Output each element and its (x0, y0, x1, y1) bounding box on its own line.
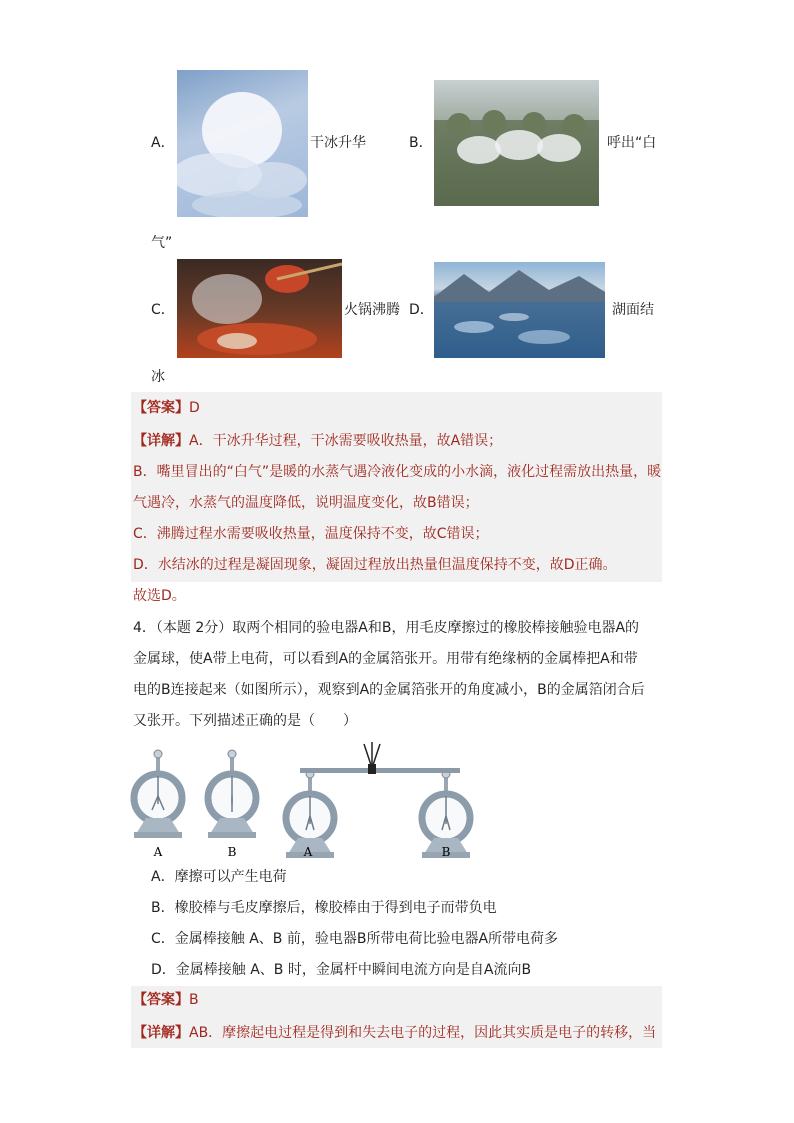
option-b-caption-cont: 气” (151, 235, 173, 251)
option-a-letter: A． (151, 135, 175, 151)
hotpot-boiling-photo (177, 259, 342, 358)
answer-q4-line (133, 990, 199, 1010)
detail-q3-line-5: D．水结冰的过程是凝固现象，凝固过程放出热量但温度保持不变，故D正确。 (133, 557, 617, 573)
answer-q3-line (133, 398, 200, 418)
detail-label: 【详解】 (133, 433, 189, 449)
electroscope-b-left (208, 750, 256, 838)
question-4-line-3: 电的B连接起来（如图所示），观察到A的金属箔张开的角度减小，B的金属箔闭合后 (133, 682, 645, 698)
option-c-letter: C． (151, 302, 175, 318)
figure-label-a-1: A (153, 845, 163, 859)
q4-option-a: A．摩擦可以产生电荷 (151, 869, 287, 885)
dry-ice-sublimation-photo (177, 70, 308, 217)
breath-white-vapor-photo (434, 80, 599, 206)
option-c-caption-cont: 冰 (151, 369, 165, 385)
option-d-caption: 湖面结 (612, 302, 654, 318)
figure-label-a-2: A (303, 845, 313, 859)
question-4-line-4: 又张开。下列描述正确的是（ ） (133, 713, 357, 729)
detail-q3-line-4: C．沸腾过程水需要吸收热量，温度保持不变，故C错误； (133, 526, 489, 542)
metal-rod (300, 768, 460, 773)
figure-label-b-1: B (227, 845, 237, 859)
option-b-caption: 呼出“白 (607, 135, 657, 151)
frozen-lake-photo (434, 262, 605, 358)
electroscope-a-left (134, 750, 182, 838)
question-4-line-2: 金属球，使A带上电荷，可以看到A的金属箔张开。用带有绝缘柄的金属棒把A和带 (133, 651, 638, 667)
detail-q3-line-1: 【详解】A．干冰升华过程，干冰需要吸收热量，故A错误； (133, 433, 503, 449)
option-a-caption: 干冰升华 (310, 135, 366, 151)
detail-q4-line-1: 【详解】AB．摩擦起电过程是得到和失去电子的过程，因此其实质是电子的转移，当 (133, 1025, 657, 1041)
detail-q4-label: 【详解】 (133, 1025, 189, 1041)
detail-q3-conclusion: 故选D。 (133, 588, 186, 604)
electroscope-figure (128, 738, 488, 866)
q4-option-b: B．橡胶棒与毛皮摩擦后，橡胶棒由于得到电子而带负电 (151, 900, 497, 916)
q4-option-c: C．金属棒接触 A、B 前，验电器B所带电荷比验电器A所带电荷多 (151, 931, 559, 947)
figure-label-b-2: B (441, 845, 451, 859)
question-4-line-1: 4．（本题 2分）取两个相同的验电器A和B，用毛皮摩擦过的橡胶棒接触验电器A的 (133, 620, 640, 636)
answer-value: D (189, 400, 200, 416)
detail-q3-line-3: 气遇冷，水蒸气的温度降低，说明温度变化，故B错误； (133, 495, 479, 511)
option-c-caption: 火锅沸腾 (344, 302, 400, 318)
detail-q3-line-2: B．嘴里冒出的“白气”是暖的水蒸气遇冷液化变成的小水滴，液化过程需放出热量，暖 (133, 464, 662, 480)
answer-q4-value: B (189, 992, 199, 1008)
answer-q4-label: 【答案】 (133, 992, 189, 1008)
option-d-letter: D． (409, 302, 434, 318)
answer-block-q3 (131, 392, 662, 582)
answer-label: 【答案】 (133, 400, 189, 416)
option-b-letter: B． (409, 135, 433, 151)
q4-option-d: D．金属棒接触 A、B 时，金属杆中瞬间电流方向是自A流向B (151, 962, 532, 978)
